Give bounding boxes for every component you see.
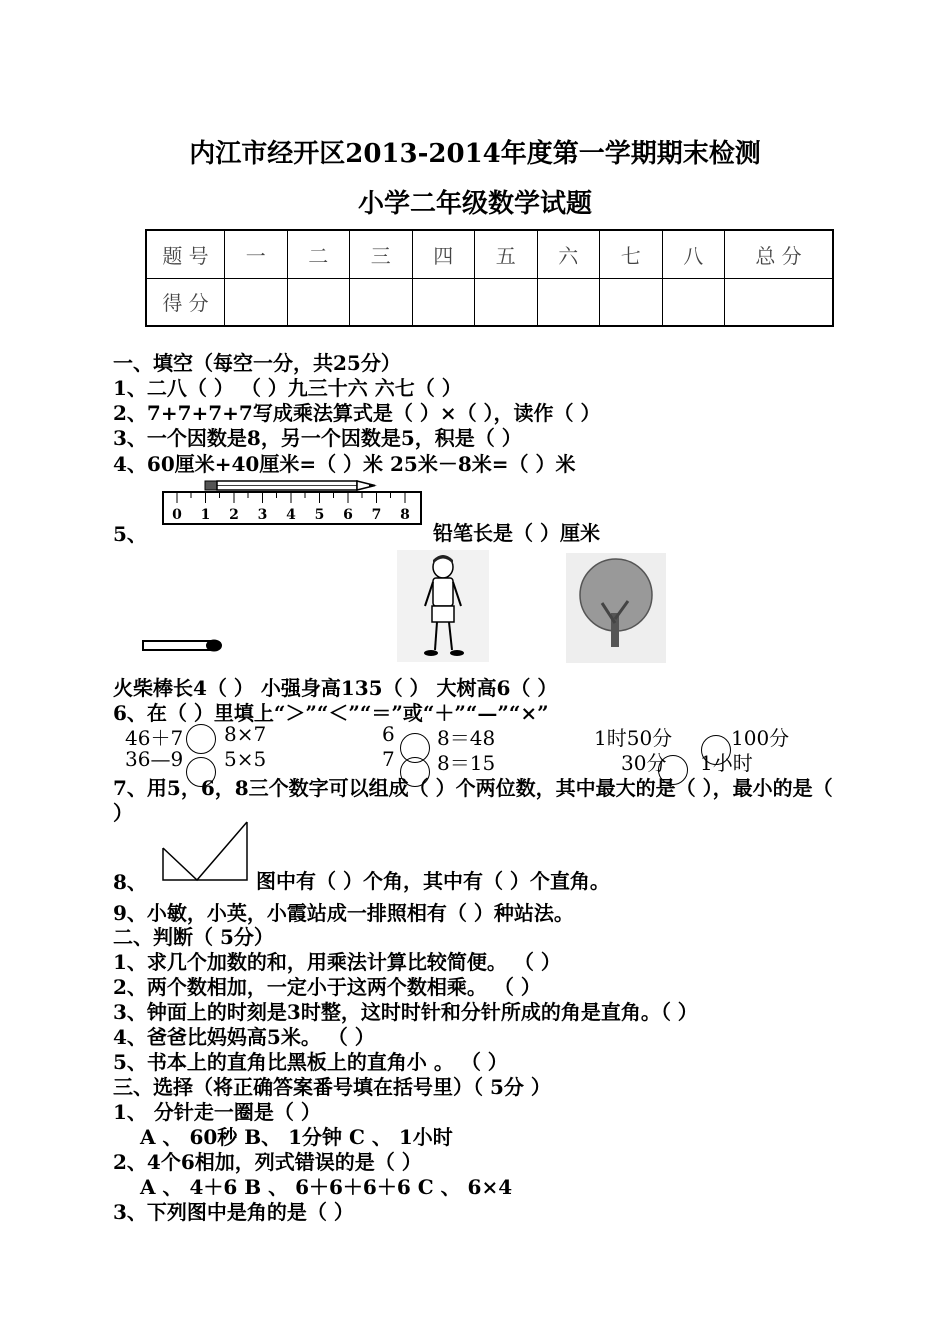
- score-col-5: 五: [475, 230, 538, 278]
- q6-r1-c: 6: [382, 722, 395, 746]
- title-line-1: 内江市经开区2013-2014年度第一学期期末检测: [189, 139, 761, 169]
- angle-figure: [161, 820, 249, 882]
- score-col-7: 七: [600, 230, 663, 278]
- ruler-pencil-figure: [162, 476, 424, 528]
- ruler-tick: 8: [400, 507, 410, 523]
- score-cell[interactable]: [225, 278, 288, 326]
- s1-question-2: 2、7+7+7+7写成乘法算式是（ ）×（ ），读作（ ）: [113, 401, 601, 425]
- s2-item-1: 1、求几个加数的和，用乘法计算比较简便。 （ ）: [113, 950, 561, 974]
- section3-heading: 三、选择（将正确答案番号填在括号里）（ 5分 ）: [113, 1075, 551, 1099]
- tree-figure: [566, 553, 666, 663]
- score-col-total: 总 分: [725, 230, 834, 278]
- s1-question-5-line2: 火柴棒长4（ ） 小强身高135（ ） 大树高6（ ）: [113, 676, 558, 700]
- score-cell[interactable]: [537, 278, 600, 326]
- matchstick-figure: [142, 637, 224, 655]
- s1-question-7: 7、用5，6，8三个数字可以组成（ ）个两位数，其中最大的是（ ），最小的是（: [113, 776, 833, 800]
- ruler-tick: 2: [229, 507, 239, 523]
- boy-figure: [397, 550, 489, 662]
- q6-r2-a: 36—9: [125, 747, 184, 771]
- ruler-tick: 7: [371, 507, 382, 523]
- ruler-tick: 6: [343, 507, 353, 523]
- s1-question-7-continued: ）: [113, 801, 133, 825]
- score-col-8: 八: [662, 230, 725, 278]
- s1-question-9: 9、小敏，小英，小霞站成一排照相有（ ）种站法。: [113, 901, 574, 925]
- score-cell[interactable]: [600, 278, 663, 326]
- section2-heading: 二、判断（ 5分）: [113, 925, 274, 949]
- s2-item-2: 2、两个数相加，一定小于这两个数相乘。 （ ）: [113, 975, 541, 999]
- score-row-label: 得 分: [146, 278, 225, 326]
- score-table: [145, 229, 834, 327]
- s1-question-4: 4、60厘米+40厘米=（ ）米 25米－8米=（ ）米: [113, 452, 576, 476]
- ruler-tick: 3: [257, 507, 268, 523]
- score-col-2: 二: [287, 230, 350, 278]
- section1-heading: 一、填空（每空一分，共25分）: [113, 351, 401, 375]
- s1-question-5-text: 铅笔长是（ ）厘米: [433, 521, 600, 545]
- score-col-6: 六: [537, 230, 600, 278]
- q6-r1-b: 8×7: [224, 722, 267, 746]
- score-table-score-row: [146, 278, 833, 326]
- ruler-tick: 1: [200, 507, 211, 523]
- score-table-header-row: [146, 230, 833, 278]
- s1-question-1: 1、二八（ ） （ ）九三十六 六七（ ）: [113, 376, 462, 400]
- ruler-tick: 4: [286, 507, 296, 523]
- score-cell[interactable]: [350, 278, 413, 326]
- q6-answer-circle[interactable]: [186, 724, 216, 754]
- q6-r2-c: 7: [382, 747, 395, 771]
- s3-question-1: 1、 分针走一圈是（ ）: [113, 1100, 321, 1124]
- score-col-4: 四: [412, 230, 475, 278]
- s3-question-2: 2、4个6相加，列式错误的是（ ）: [113, 1150, 422, 1174]
- q6-r2-f: 1小时: [700, 751, 753, 775]
- score-col-3: 三: [350, 230, 413, 278]
- score-cell[interactable]: [725, 278, 834, 326]
- q6-r2-b: 5×5: [224, 747, 267, 771]
- ruler-tick: 5: [314, 507, 325, 523]
- score-header-label: 题 号: [146, 230, 225, 278]
- ruler-tick: 0: [172, 507, 182, 523]
- q6-r1-a: 46＋7: [125, 726, 184, 750]
- score-cell[interactable]: [662, 278, 725, 326]
- s1-question-5-number: 5、: [113, 522, 147, 546]
- s2-item-5: 5、书本上的直角比黑板上的直角小 。 （ ）: [113, 1050, 508, 1074]
- s2-item-4: 4、爸爸比妈妈高5米。 （ ）: [113, 1025, 375, 1049]
- title-line-2: 小学二年级数学试题: [357, 189, 592, 219]
- q6-r1-e: 1时50分: [594, 726, 673, 750]
- q6-r1-f: 100分: [731, 726, 790, 750]
- score-col-1: 一: [225, 230, 288, 278]
- score-cell[interactable]: [475, 278, 538, 326]
- s1-question-8-number: 8、: [113, 870, 147, 894]
- s3-question-1-options: A 、 60秒 B、 1分钟 C 、 1小时: [140, 1125, 453, 1149]
- score-cell[interactable]: [412, 278, 475, 326]
- q6-r2-d: 8＝15: [437, 751, 496, 775]
- q6-r1-d: 8＝48: [437, 726, 496, 750]
- s1-question-6: 6、在（ ）里填上“＞”“＜”“＝”或“＋”“—”“×”: [113, 701, 549, 725]
- score-cell[interactable]: [287, 278, 350, 326]
- q6-r2-e: 30分: [621, 751, 667, 775]
- s3-question-2-options: A 、 4＋6 B 、 6＋6＋6＋6 C 、 6×4: [140, 1175, 513, 1199]
- s1-question-3: 3、一个因数是8，另一个因数是5，积是（ ）: [113, 426, 522, 450]
- s1-question-8-text: 图中有（ ）个角，其中有（ ）个直角。: [256, 869, 610, 893]
- s3-question-3: 3、下列图中是角的是（ ）: [113, 1200, 354, 1224]
- s2-item-3: 3、钟面上的时刻是3时整，这时时针和分针所成的角是直角。（ ）: [113, 1000, 698, 1024]
